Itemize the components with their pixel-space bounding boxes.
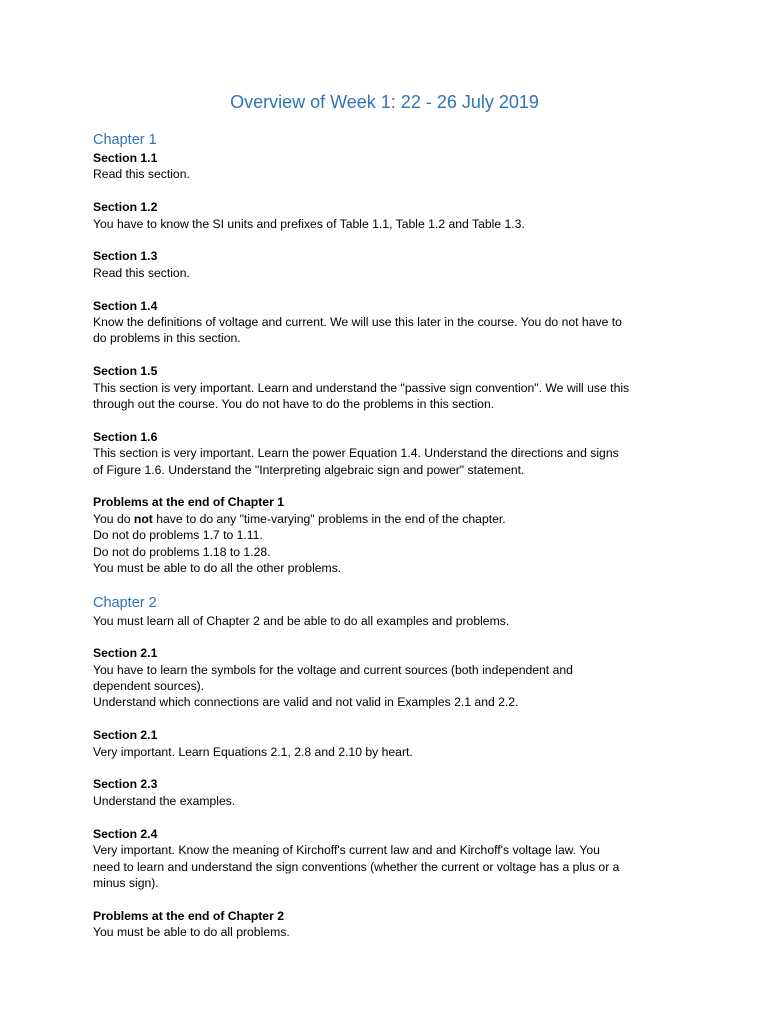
chapter-2-problems <box>93 908 676 941</box>
section-text: Understand the examples. <box>93 793 236 808</box>
chapter-2 <box>93 593 676 941</box>
section-text: Read this section. <box>93 167 190 182</box>
problems-title: Problems at the end of Chapter 2 <box>93 908 284 923</box>
section-text: You have to know the SI units and prefixes of Table 1.1, Table 1.2 and Table 1.3. <box>93 216 525 231</box>
text-fragment: have to do any "time-varying" problems in the end of the chapter. <box>152 511 506 526</box>
section-text: Understand which connections are valid and not valid in Examples 2.1 and 2.2. <box>93 695 519 710</box>
section-text: You have to learn the symbols for the voltage and current sources (both independent and <box>93 662 573 677</box>
section-title: Section 2.3 <box>93 777 158 792</box>
emphasis-not: not <box>133 511 153 526</box>
section-title: Section 1.3 <box>93 249 158 264</box>
text-fragment: You do <box>93 511 134 526</box>
section-1-5 <box>93 363 676 412</box>
section-title: Section 1.2 <box>93 200 158 215</box>
chapter-intro: You must learn all of Chapter 2 and be able to do all examples and problems. <box>93 613 510 628</box>
chapter-1-problems <box>93 494 676 576</box>
section-text: need to learn and understand the sign conventions (whether the current or voltage has a plus or a <box>93 859 620 874</box>
section-2-3 <box>93 776 676 809</box>
section-1-3 <box>93 248 676 281</box>
problems-text <box>93 511 676 527</box>
section-title: Section 2.4 <box>93 826 158 841</box>
section-text: This section is very important. Learn the power Equation 1.4. Understand the directions and signs <box>93 446 619 461</box>
problems-text: Do not do problems 1.18 to 1.28. <box>93 544 271 559</box>
section-text: This section is very important. Learn and understand the "passive sign convention". We will use this <box>93 380 630 395</box>
problems-title: Problems at the end of Chapter 1 <box>93 495 284 510</box>
document-title: Overview of Week 1: 22 - 26 July 2019 <box>230 92 539 112</box>
chapter-heading: Chapter 2 <box>93 594 157 611</box>
section-2-4 <box>93 826 676 892</box>
section-title: Section 2.1 <box>93 728 158 743</box>
section-text: of Figure 1.6. Understand the "Interpreting algebraic sign and power" statement. <box>93 462 525 477</box>
section-text: Very important. Learn Equations 2.1, 2.8 and 2.10 by heart. <box>93 744 413 759</box>
section-title: Section 1.5 <box>93 364 158 379</box>
chapter-1 <box>93 130 676 576</box>
problems-text: You must be able to do all problems. <box>93 925 290 940</box>
section-title: Section 1.4 <box>93 298 158 313</box>
section-text: minus sign). <box>93 875 159 890</box>
section-text: Read this section. <box>93 265 190 280</box>
problems-text: You must be able to do all the other problems. <box>93 561 342 576</box>
section-title: Section 2.1 <box>93 646 158 661</box>
section-2-1-b <box>93 727 676 760</box>
section-text: through out the course. You do not have to do the problems in this section. <box>93 397 495 412</box>
section-title: Section 1.6 <box>93 429 158 444</box>
section-title: Section 1.1 <box>93 151 158 165</box>
chapter-heading: Chapter 1 <box>93 132 157 148</box>
section-1-1 <box>93 150 676 183</box>
problems-text: Do not do problems 1.7 to 1.11. <box>93 528 263 543</box>
section-1-6 <box>93 429 676 478</box>
section-1-4 <box>93 298 676 347</box>
section-2-1 <box>93 645 676 711</box>
section-text: Know the definitions of voltage and current. We will use this later in the course. You do not have to <box>93 315 622 330</box>
section-1-2 <box>93 199 676 232</box>
section-text: dependent sources). <box>93 679 205 694</box>
section-text: do problems in this section. <box>93 331 241 346</box>
section-text: Very important. Know the meaning of Kirchoff's current law and and Kirchoff's voltage law. You <box>93 843 600 858</box>
